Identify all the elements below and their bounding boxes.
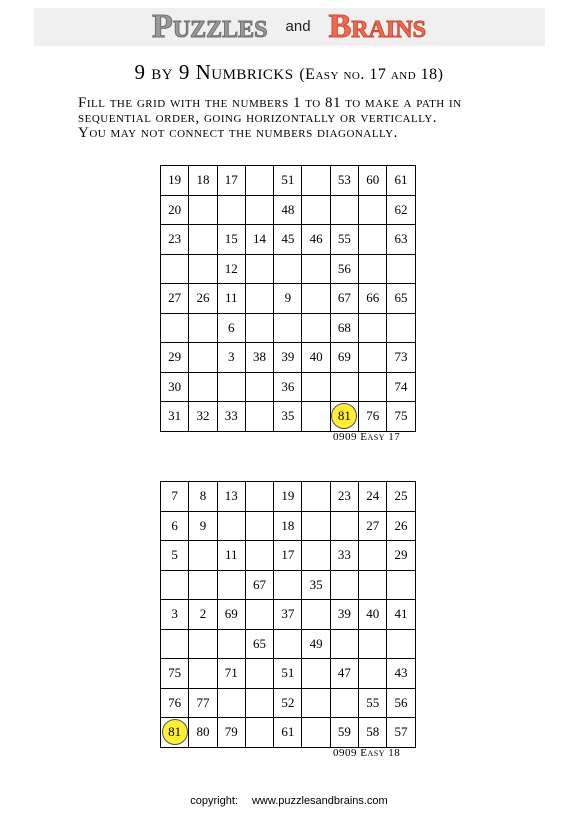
- grid-cell: 80: [189, 718, 217, 748]
- grid-cell: 27: [161, 284, 189, 314]
- grid-cell: 20: [161, 195, 189, 225]
- grid-cell[interactable]: [189, 372, 217, 402]
- grid-cell[interactable]: [189, 659, 217, 689]
- grid-cell: [161, 718, 189, 748]
- grid-cell: 51: [274, 166, 302, 196]
- grid-cell: 56: [330, 254, 358, 284]
- grid-cell: 19: [161, 166, 189, 196]
- grid-cell: 55: [359, 688, 387, 718]
- grid-cell[interactable]: [387, 629, 415, 659]
- grid-cell[interactable]: [302, 284, 330, 314]
- grid-cell[interactable]: [161, 629, 189, 659]
- grid-cell: 69: [217, 600, 245, 630]
- grid-cell: 41: [387, 600, 415, 630]
- instruction-line: You may not connect the numbers diagonally.: [78, 125, 398, 141]
- grid-cell: 26: [387, 511, 415, 541]
- grid-row: [161, 284, 416, 314]
- grid-cell[interactable]: [189, 541, 217, 571]
- grid-cell: 11: [217, 541, 245, 571]
- grid-cell: 19: [274, 482, 302, 512]
- puzzle-label-2: 0909 Easy 18: [333, 747, 401, 759]
- grid-cell: 76: [161, 688, 189, 718]
- grid-cell[interactable]: [189, 343, 217, 373]
- puzzle-grid-2: [160, 481, 416, 748]
- grid-cell: 40: [359, 600, 387, 630]
- puzzle-label-1: 0909 Easy 17: [333, 431, 401, 443]
- grid-cell[interactable]: [302, 541, 330, 571]
- grid-cell: 29: [161, 343, 189, 373]
- grid-cell[interactable]: [245, 402, 273, 432]
- grid-cell[interactable]: [189, 570, 217, 600]
- grid-cell: 38: [245, 343, 273, 373]
- grid-cell[interactable]: [189, 195, 217, 225]
- grid-cell: 45: [274, 225, 302, 255]
- grid-cell[interactable]: [359, 372, 387, 402]
- grid-cell: 30: [161, 372, 189, 402]
- grid-cell: 53: [330, 166, 358, 196]
- grid-cell: 14: [245, 225, 273, 255]
- grid-row: [161, 541, 416, 571]
- grid-cell[interactable]: [302, 511, 330, 541]
- grid-cell[interactable]: [217, 688, 245, 718]
- grid-cell: 18: [189, 166, 217, 196]
- grid-cell: 68: [330, 313, 358, 343]
- grid-cell[interactable]: [387, 254, 415, 284]
- grid-cell: 33: [217, 402, 245, 432]
- grid-cell[interactable]: [359, 254, 387, 284]
- grid-cell: 59: [330, 718, 358, 748]
- grid-cell: 37: [274, 600, 302, 630]
- grid-cell: [330, 402, 358, 432]
- grid-cell: 33: [330, 541, 358, 571]
- puzzle-grid-1: [160, 165, 416, 432]
- grid-cell[interactable]: [359, 313, 387, 343]
- grid-cell: 55: [330, 225, 358, 255]
- grid-cell[interactable]: [274, 313, 302, 343]
- grid-row: [161, 254, 416, 284]
- grid-cell: 76: [359, 402, 387, 432]
- grid-row: [161, 688, 416, 718]
- copyright-label: copyright:: [190, 795, 238, 807]
- grid-cell: 17: [274, 541, 302, 571]
- grid-cell[interactable]: [302, 718, 330, 748]
- grid-cell[interactable]: [189, 629, 217, 659]
- grid-cell[interactable]: [189, 225, 217, 255]
- grid-cell: 27: [359, 511, 387, 541]
- grid-cell[interactable]: [217, 629, 245, 659]
- grid-cell: 36: [274, 372, 302, 402]
- grid-row: [161, 402, 416, 432]
- grid-cell: 6: [217, 313, 245, 343]
- grid-row: [161, 718, 416, 748]
- grid-cell[interactable]: [245, 195, 273, 225]
- page-title: [0, 60, 578, 85]
- grid-cell[interactable]: [245, 372, 273, 402]
- grid-row: [161, 195, 416, 225]
- grid-cell: 3: [217, 343, 245, 373]
- grid-row: [161, 225, 416, 255]
- grid-cell: 17: [217, 166, 245, 196]
- grid-cell[interactable]: [359, 659, 387, 689]
- grid-cell[interactable]: [245, 482, 273, 512]
- grid-cell[interactable]: [161, 313, 189, 343]
- grid-cell[interactable]: [302, 166, 330, 196]
- grid-cell: 74: [387, 372, 415, 402]
- grid-cell[interactable]: [330, 195, 358, 225]
- grid-cell: 51: [274, 659, 302, 689]
- grid-cell: 6: [161, 511, 189, 541]
- grid-cell: 7: [161, 482, 189, 512]
- grid-cell: 39: [274, 343, 302, 373]
- grid-cell[interactable]: [245, 659, 273, 689]
- grid-cell[interactable]: [245, 166, 273, 196]
- grid-cell: 39: [330, 600, 358, 630]
- grid-cell[interactable]: [359, 195, 387, 225]
- grid-cell[interactable]: [189, 313, 217, 343]
- grid-cell[interactable]: [302, 688, 330, 718]
- grid-cell[interactable]: [387, 313, 415, 343]
- grid-cell: 9: [274, 284, 302, 314]
- grid-cell[interactable]: [302, 372, 330, 402]
- grid-cell[interactable]: [330, 570, 358, 600]
- grid-row: [161, 659, 416, 689]
- title-sub: (Easy no. 17 and 18): [299, 66, 444, 83]
- grid-row: [161, 600, 416, 630]
- grid-cell: 35: [302, 570, 330, 600]
- grid-cell: 32: [189, 402, 217, 432]
- logo-word-brains: Brains: [328, 8, 426, 45]
- logo-word-and: and: [285, 18, 311, 35]
- grid-cell: 61: [274, 718, 302, 748]
- logo: [0, 8, 578, 52]
- grid-cell: 62: [387, 195, 415, 225]
- grid-row: [161, 372, 416, 402]
- grid-cell[interactable]: [302, 402, 330, 432]
- grid-row: [161, 629, 416, 659]
- grid-cell[interactable]: [302, 600, 330, 630]
- grid-cell[interactable]: [245, 688, 273, 718]
- footer: [0, 795, 578, 807]
- grid-cell: 56: [387, 688, 415, 718]
- grid-cell[interactable]: [245, 254, 273, 284]
- grid-cell: 65: [387, 284, 415, 314]
- grid-cell[interactable]: [245, 313, 273, 343]
- grid-cell[interactable]: [359, 343, 387, 373]
- grid-row: [161, 343, 416, 373]
- grid-row: [161, 511, 416, 541]
- grid-cell[interactable]: [161, 254, 189, 284]
- instruction-line: sequential order, going horizontally or vertically.: [78, 110, 438, 126]
- grid-cell[interactable]: [330, 688, 358, 718]
- grid-cell: 46: [302, 225, 330, 255]
- grid-cell[interactable]: [330, 511, 358, 541]
- highlighted-number: 81: [162, 719, 188, 745]
- title-main: 9 by 9 Numbricks: [134, 60, 294, 84]
- grid-cell[interactable]: [359, 629, 387, 659]
- grid-cell: 77: [189, 688, 217, 718]
- grid-cell[interactable]: [245, 284, 273, 314]
- instructions: [78, 96, 518, 141]
- grid-cell: 75: [161, 659, 189, 689]
- grid-row: [161, 166, 416, 196]
- website-link[interactable]: www.puzzlesandbrains.com: [251, 795, 388, 807]
- grid-cell: 2: [189, 600, 217, 630]
- grid-cell: 48: [274, 195, 302, 225]
- grid-cell: 5: [161, 541, 189, 571]
- grid-cell: 79: [217, 718, 245, 748]
- grid-cell[interactable]: [359, 541, 387, 571]
- grid-cell: 11: [217, 284, 245, 314]
- grid-cell: 26: [189, 284, 217, 314]
- grid-cell[interactable]: [245, 511, 273, 541]
- grid-cell: 43: [387, 659, 415, 689]
- grid-cell[interactable]: [359, 570, 387, 600]
- grid-cell[interactable]: [302, 482, 330, 512]
- grid-cell[interactable]: [217, 511, 245, 541]
- grid-cell: 67: [245, 570, 273, 600]
- grid-cell: 8: [189, 482, 217, 512]
- grid-cell: 73: [387, 343, 415, 373]
- grid-cell[interactable]: [274, 254, 302, 284]
- grid-cell[interactable]: [274, 570, 302, 600]
- grid-cell: 65: [245, 629, 273, 659]
- grid-cell: 49: [302, 629, 330, 659]
- grid-cell: 47: [330, 659, 358, 689]
- grid-cell: 61: [387, 166, 415, 196]
- grid-cell[interactable]: [161, 570, 189, 600]
- grid-cell: 58: [359, 718, 387, 748]
- grid-cell: 24: [359, 482, 387, 512]
- highlighted-number: 81: [331, 403, 357, 429]
- grid-cell: 23: [330, 482, 358, 512]
- grid-cell: 40: [302, 343, 330, 373]
- grid-row: [161, 313, 416, 343]
- grid-row: [161, 482, 416, 512]
- grid-cell[interactable]: [245, 600, 273, 630]
- grid-cell: 12: [217, 254, 245, 284]
- grid-cell: 31: [161, 402, 189, 432]
- grid-cell[interactable]: [217, 372, 245, 402]
- grid-cell[interactable]: [302, 659, 330, 689]
- grid-cell: 23: [161, 225, 189, 255]
- grid-row: [161, 570, 416, 600]
- grid-cell: 25: [387, 482, 415, 512]
- grid-cell[interactable]: [302, 313, 330, 343]
- grid-cell: 18: [274, 511, 302, 541]
- grid-cell: 13: [217, 482, 245, 512]
- grid-cell[interactable]: [302, 254, 330, 284]
- grid-cell: 3: [161, 600, 189, 630]
- grid-cell: 71: [217, 659, 245, 689]
- grid-cell: 75: [387, 402, 415, 432]
- grid-cell: 15: [217, 225, 245, 255]
- grid-cell[interactable]: [302, 195, 330, 225]
- grid-cell: 69: [330, 343, 358, 373]
- grid-cell: 66: [359, 284, 387, 314]
- grid-cell: 67: [330, 284, 358, 314]
- grid-cell: 60: [359, 166, 387, 196]
- grid-cell[interactable]: [245, 541, 273, 571]
- grid-cell: 29: [387, 541, 415, 571]
- grid-cell[interactable]: [217, 195, 245, 225]
- grid-cell: 57: [387, 718, 415, 748]
- instruction-line: Fill the grid with the numbers 1 to 81 to make a path in: [78, 95, 462, 111]
- grid-cell[interactable]: [245, 718, 273, 748]
- grid-cell[interactable]: [330, 372, 358, 402]
- grid-cell[interactable]: [274, 629, 302, 659]
- grid-cell[interactable]: [387, 570, 415, 600]
- grid-cell: 35: [274, 402, 302, 432]
- grid-cell[interactable]: [330, 629, 358, 659]
- grid-cell[interactable]: [217, 570, 245, 600]
- grid-cell: 52: [274, 688, 302, 718]
- grid-cell[interactable]: [359, 225, 387, 255]
- grid-cell[interactable]: [189, 254, 217, 284]
- logo-word-puzzles: Puzzles: [152, 8, 268, 45]
- grid-cell: 63: [387, 225, 415, 255]
- grid-cell: 9: [189, 511, 217, 541]
